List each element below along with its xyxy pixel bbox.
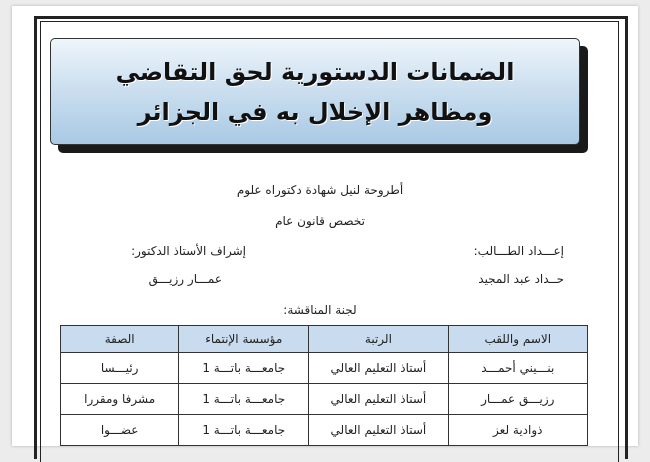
member-rank: أستاذ التعليم العالي (309, 384, 448, 415)
student-name: حــداد عبد المجيد (478, 272, 564, 286)
title-banner (50, 38, 580, 145)
member-institution: جامعـــة باتـــة 1 (179, 384, 309, 415)
header-name: الاسم واللقب (448, 326, 587, 353)
thesis-subtitle: أطروحة لنيل شهادة دكتوراه علوم (236, 183, 404, 197)
table-row (61, 353, 588, 384)
committee-label: لجنة المناقشة: (283, 303, 357, 317)
table-row (61, 384, 588, 415)
committee-table (60, 325, 588, 446)
member-name: بنـــيني أحمـــد (448, 353, 587, 384)
member-institution: جامعـــة باتـــة 1 (179, 415, 309, 446)
title-line-1: الضمانات الدستورية لحق التقاضي (115, 57, 515, 86)
member-role: رئيـــسا (61, 353, 179, 384)
supervisor-name: عمـــار رزيـــق (148, 272, 222, 286)
title-line-2: ومظاهر الإخلال به في الجزائر (137, 97, 493, 126)
member-role: مشرفا ومقررا (61, 384, 179, 415)
table-row (61, 415, 588, 446)
member-rank: أستاذ التعليم العالي (309, 415, 448, 446)
member-name: ذوادية لعز (448, 415, 587, 446)
member-name: رزيـــق عمـــار (448, 384, 587, 415)
header-rank: الرتبة (309, 326, 448, 353)
header-institution: مؤسسة الإنتماء (179, 326, 309, 353)
prepared-by-label: إعـــداد الطـــالب: (473, 244, 564, 258)
member-rank: أستاذ التعليم العالي (309, 353, 448, 384)
member-institution: جامعـــة باتـــة 1 (179, 353, 309, 384)
specialty: تخصص قانون عام (275, 214, 365, 228)
table-header-row (61, 326, 588, 353)
member-role: عضـــوا (61, 415, 179, 446)
supervisor-label: إشراف الأستاذ الدكتور: (131, 244, 246, 258)
header-role: الصفة (61, 326, 179, 353)
